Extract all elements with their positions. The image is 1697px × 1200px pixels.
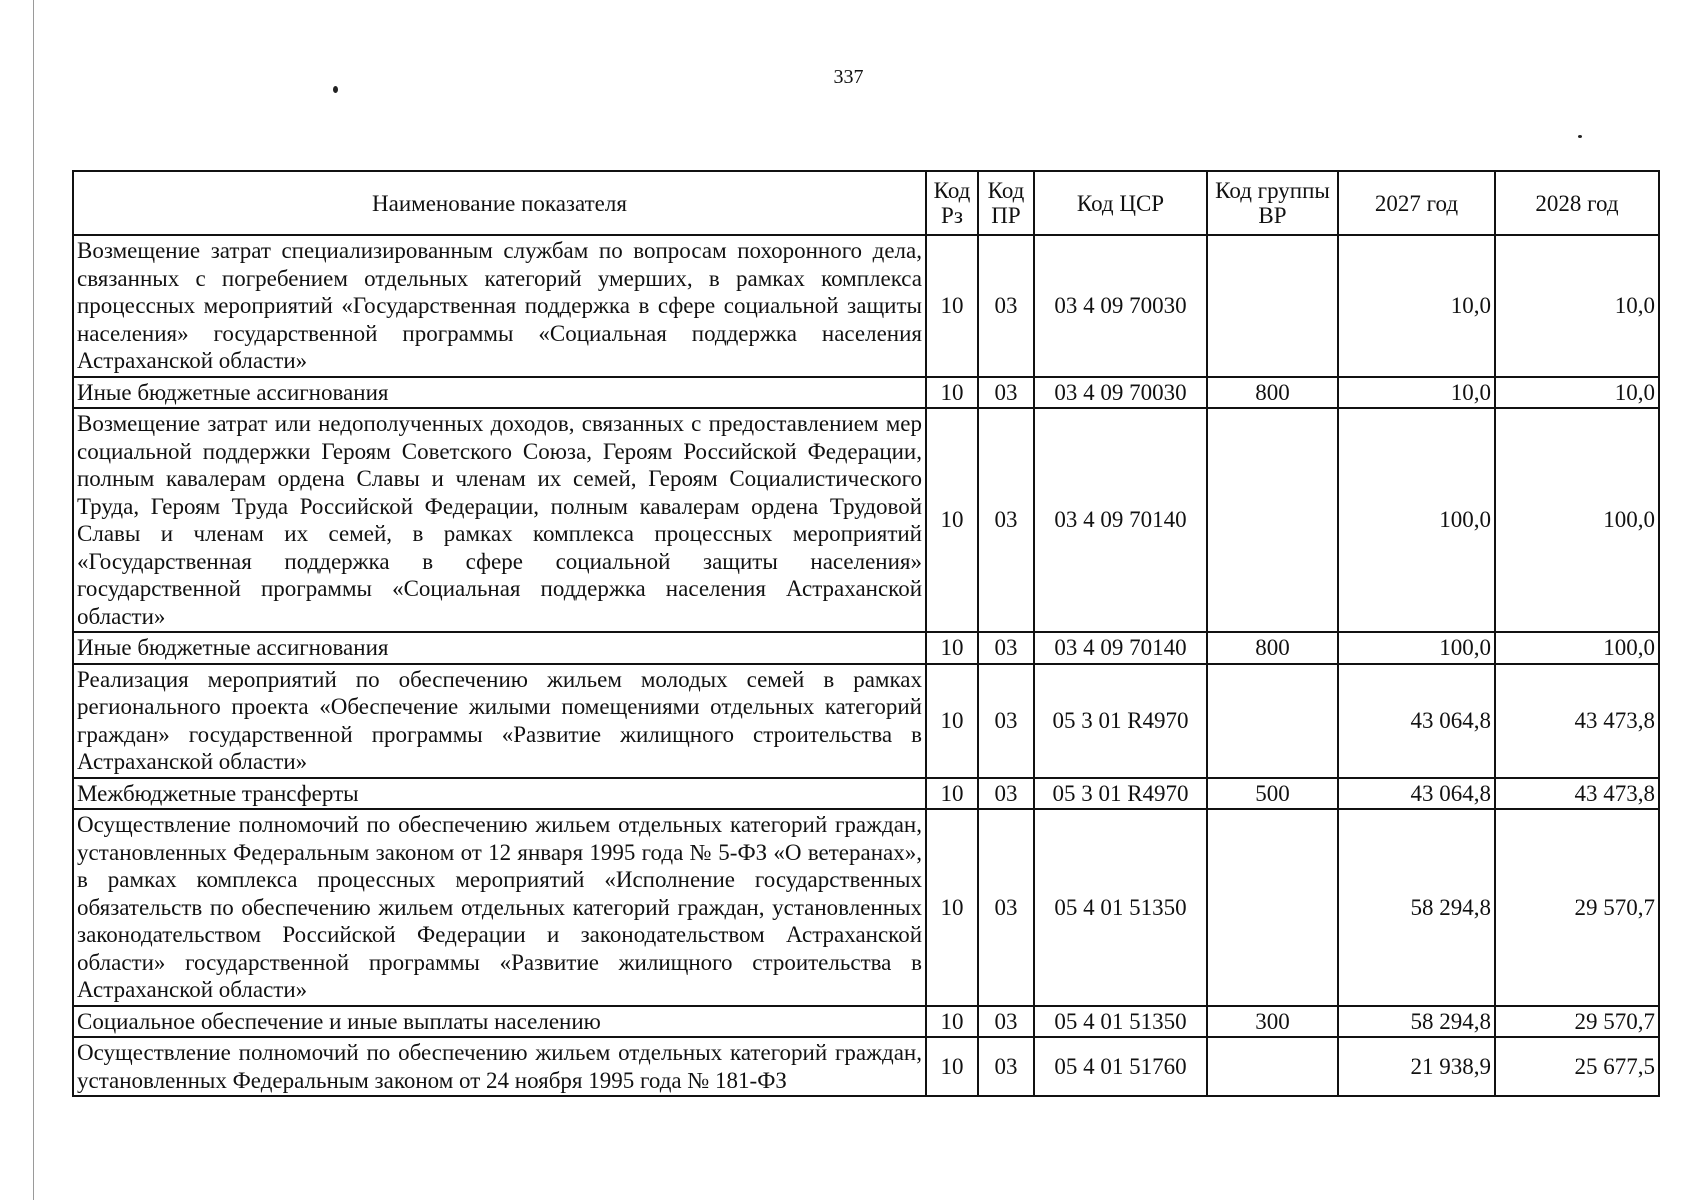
row-pr: 03 [978, 408, 1034, 632]
row-name: Осуществление полномочий по обеспечению жильем отдельных категорий граждан, установленных Федеральным законом от 12 января 1995 года № 5-ФЗ «О ветеранах», в рамках комплекса процессных мероприятий «Исполнение государственных обязательств по обеспечению жильем отдельных категорий граждан, установленных законодательством Российской Федерации и законодательством Астраханской области» государственной программы «Развитие жилищного строительства в Астраханской области» [73, 809, 926, 1006]
header-rz: Код Рз [926, 171, 978, 235]
row-2028: 29 570,7 [1495, 809, 1659, 1006]
scan-speck [1578, 135, 1582, 138]
row-name: Осуществление полномочий по обеспечению жильем отдельных категорий граждан, установленных Федеральным законом от 24 ноября 1995 года № 181-ФЗ [73, 1037, 926, 1096]
row-vr [1207, 408, 1338, 632]
header-csr: Код ЦСР [1034, 171, 1207, 235]
page-margin-line [33, 0, 34, 1200]
row-csr: 03 4 09 70140 [1034, 632, 1207, 664]
row-name: Возмещение затрат или недополученных доходов, связанных с предоставлением мер социальной поддержки Героям Советского Союза, Героям Российской Федерации, полным кавалерам ордена Славы и членам их семей, Героям Социалистического Труда, Героям Труда Российской Федерации, полным кавалерам ордена Трудовой Славы и членам их семей, в рамках комплекса процессных мероприятий «Государственная поддержка в сфере социальной защиты населения» государственной программы «Социальная поддержка населения Астраханской области» [73, 408, 926, 632]
row-vr: 500 [1207, 778, 1338, 810]
row-2027: 58 294,8 [1338, 1006, 1495, 1038]
row-rz: 10 [926, 809, 978, 1006]
row-csr: 03 4 09 70030 [1034, 235, 1207, 377]
row-2028: 25 677,5 [1495, 1037, 1659, 1096]
row-2027: 58 294,8 [1338, 809, 1495, 1006]
row-rz: 10 [926, 1037, 978, 1096]
row-pr: 03 [978, 1037, 1034, 1096]
row-2027: 100,0 [1338, 632, 1495, 664]
row-rz: 10 [926, 408, 978, 632]
table-row [73, 408, 1659, 632]
table-row [73, 664, 1659, 778]
table-row [73, 377, 1659, 409]
row-2027: 43 064,8 [1338, 664, 1495, 778]
table-row [73, 632, 1659, 664]
row-name: Межбюджетные трансферты [73, 778, 926, 810]
row-vr: 800 [1207, 377, 1338, 409]
row-csr: 03 4 09 70030 [1034, 377, 1207, 409]
row-name: Социальное обеспечение и иные выплаты населению [73, 1006, 926, 1038]
row-csr: 05 3 01 R4970 [1034, 778, 1207, 810]
row-pr: 03 [978, 809, 1034, 1006]
row-name: Иные бюджетные ассигнования [73, 377, 926, 409]
row-2027: 10,0 [1338, 377, 1495, 409]
header-pr: Код ПР [978, 171, 1034, 235]
row-2027: 100,0 [1338, 408, 1495, 632]
row-2028: 43 473,8 [1495, 664, 1659, 778]
row-rz: 10 [926, 632, 978, 664]
row-name: Реализация мероприятий по обеспечению жильем молодых семей в рамках регионального проекта «Обеспечение жилыми помещениями отдельных категорий граждан» государственной программы «Развитие жилищного строительства в Астраханской области» [73, 664, 926, 778]
page-number: 337 [833, 66, 864, 88]
row-pr: 03 [978, 235, 1034, 377]
header-2028: 2028 год [1495, 171, 1659, 235]
row-rz: 10 [926, 235, 978, 377]
row-pr: 03 [978, 377, 1034, 409]
header-name: Наименование показателя [73, 171, 926, 235]
budget-table [72, 170, 1660, 1097]
row-name: Иные бюджетные ассигнования [73, 632, 926, 664]
table-row [73, 778, 1659, 810]
row-name: Возмещение затрат специализированным службам по вопросам похоронного дела, связанных с погребением отдельных категорий умерших, в рамках комплекса процессных мероприятий «Государственная поддержка в сфере социальной защиты населения» государственной программы «Социальная поддержка населения Астраханской области» [73, 235, 926, 377]
row-pr: 03 [978, 778, 1034, 810]
table-row [73, 1037, 1659, 1096]
row-csr: 05 4 01 51350 [1034, 1006, 1207, 1038]
row-2028: 100,0 [1495, 632, 1659, 664]
row-vr [1207, 664, 1338, 778]
row-2028: 10,0 [1495, 235, 1659, 377]
row-rz: 10 [926, 1006, 978, 1038]
row-2028: 29 570,7 [1495, 1006, 1659, 1038]
row-pr: 03 [978, 632, 1034, 664]
table-row [73, 235, 1659, 377]
row-2028: 100,0 [1495, 408, 1659, 632]
table-row [73, 809, 1659, 1006]
header-2027: 2027 год [1338, 171, 1495, 235]
row-pr: 03 [978, 1006, 1034, 1038]
row-vr [1207, 1037, 1338, 1096]
row-2027: 10,0 [1338, 235, 1495, 377]
table-header-row [73, 171, 1659, 235]
row-2027: 21 938,9 [1338, 1037, 1495, 1096]
row-rz: 10 [926, 778, 978, 810]
row-vr: 300 [1207, 1006, 1338, 1038]
table-row [73, 1006, 1659, 1038]
header-vr: Код группы ВР [1207, 171, 1338, 235]
row-vr [1207, 809, 1338, 1006]
row-vr [1207, 235, 1338, 377]
row-vr: 800 [1207, 632, 1338, 664]
row-pr: 03 [978, 664, 1034, 778]
row-csr: 05 4 01 51350 [1034, 809, 1207, 1006]
row-csr: 05 4 01 51760 [1034, 1037, 1207, 1096]
row-2028: 10,0 [1495, 377, 1659, 409]
row-csr: 05 3 01 R4970 [1034, 664, 1207, 778]
row-rz: 10 [926, 377, 978, 409]
row-csr: 03 4 09 70140 [1034, 408, 1207, 632]
row-2027: 43 064,8 [1338, 778, 1495, 810]
row-rz: 10 [926, 664, 978, 778]
row-2028: 43 473,8 [1495, 778, 1659, 810]
